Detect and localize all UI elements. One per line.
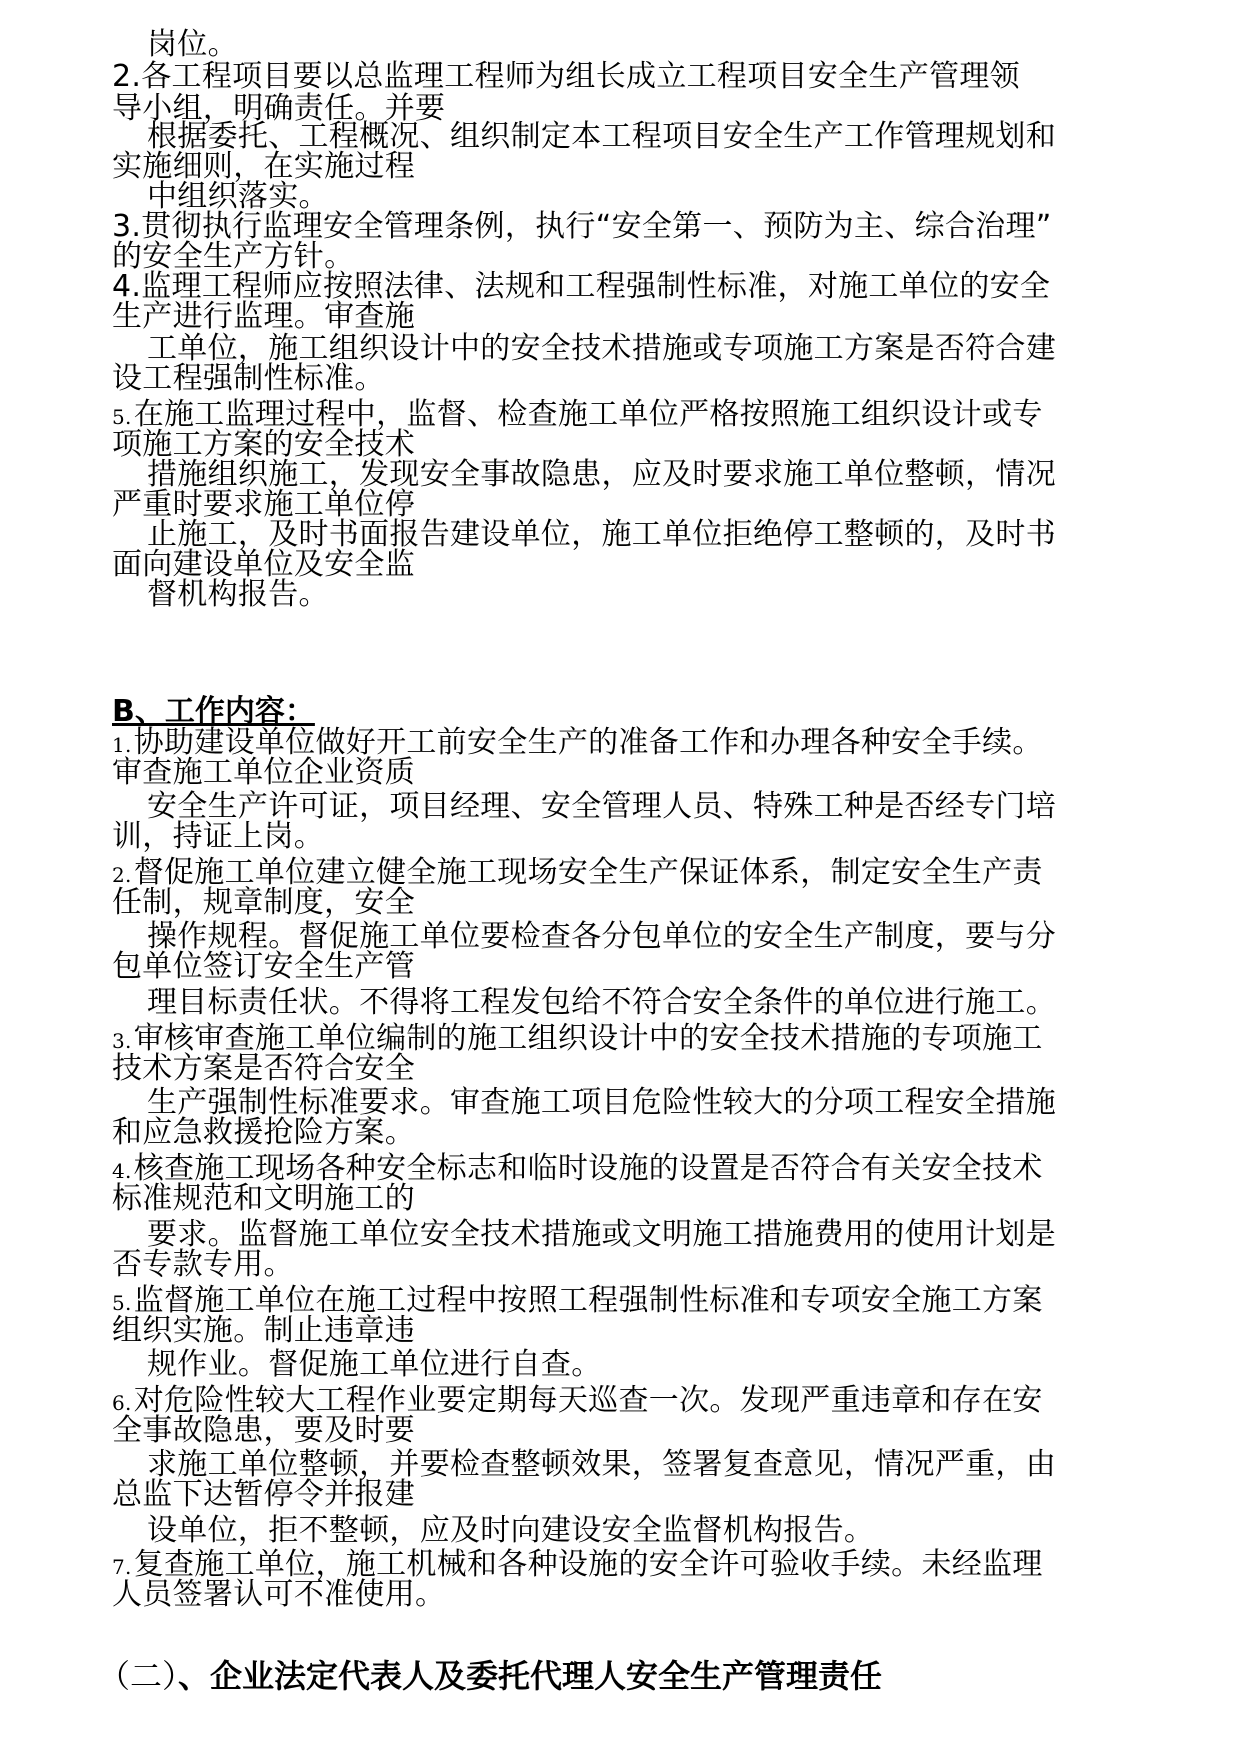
list-number: 4. (112, 1159, 132, 1183)
list-number: 5. (112, 1291, 132, 1315)
text-line: 包单位签订安全生产管 (112, 949, 415, 984)
text-line: 岗位。 (147, 27, 238, 62)
text-line: 严重时要求施工单位停 (112, 487, 415, 522)
text-line: 中组织落实。 (147, 179, 329, 214)
text-line: 理目标责任状。不得将工程发包给不符合安全条件的单位进行施工。 (147, 985, 1056, 1020)
text-line: 复查施工单位，施工机械和各种设施的安全许可验收手续。未经监理 (133, 1547, 1043, 1582)
text-line: 全事故隐患，要及时要 (112, 1413, 415, 1448)
text-line: 措施组织施工，发现安全事故隐患，应及时要求施工单位整顿，情况 (147, 457, 1056, 492)
text-line: 协助建设单位做好开工前安全生产的准备工作和办理各种安全手续。 (133, 725, 1043, 760)
list-number: 5. (112, 405, 132, 429)
list-number: 1. (112, 733, 132, 757)
text-line: 组织实施。制止违章违 (112, 1313, 415, 1348)
text-line: 项施工方案的安全技术 (112, 427, 415, 462)
text-line: 根据委托、工程概况、组织制定本工程项目安全生产工作管理规划和 (147, 119, 1056, 154)
text-line: 实施细则，在实施过程 (112, 149, 415, 184)
text-line: 审核审查施工单位编制的施工组织设计中的安全技术措施的专项施工 (133, 1021, 1043, 1056)
text-line: 3.贯彻执行监理安全管理条例，执行“安全第一、预防为主、综合治理” (112, 209, 1052, 244)
text-line: 任制，规章制度，安全 (112, 885, 415, 920)
text-line: 规作业。督促施工单位进行自查。 (147, 1347, 602, 1382)
text-line: 总监下达暂停令并报建 (112, 1477, 415, 1512)
text-line: 督促施工单位建立健全施工现场安全生产保证体系，制定安全生产责 (133, 855, 1043, 890)
list-number: 2. (112, 863, 132, 887)
text-line: 设工程强制性标准。 (112, 361, 385, 396)
text-line: 核查施工现场各种安全标志和临时设施的设置是否符合有关安全技术 (133, 1151, 1043, 1186)
list-number: 7. (112, 1555, 132, 1579)
text-line: 要求。监督施工单位安全技术措施或文明施工措施费用的使用计划是 (147, 1217, 1056, 1252)
text-line: 操作规程。督促施工单位要检查各分包单位的安全生产制度，要与分 (147, 919, 1056, 954)
section-title: 、企业法定代表人及委托代理人安全生产管理责任 (178, 1657, 883, 1695)
text-line: 技术方案是否符合安全 (112, 1051, 415, 1086)
section-heading: B、工作内容： (112, 694, 315, 729)
text-line: 人员签署认可不准使用。 (112, 1577, 446, 1612)
text-line: 导小组，明确责任。并要 (112, 91, 446, 126)
text-line: 在施工监理过程中，监督、检查施工单位严格按照施工组织设计或专 (133, 397, 1043, 432)
text-line: 审查施工单位企业资质 (112, 755, 415, 790)
text-line: 工单位，施工组织设计中的安全技术措施或专项施工方案是否符合建 (147, 331, 1056, 366)
list-number: 3. (112, 1029, 132, 1053)
text-line: 否专款专用。 (112, 1247, 294, 1282)
text-line: 生产强制性标准要求。审查施工项目危险性较大的分项工程安全措施 (147, 1085, 1056, 1120)
text-line: 标准规范和文明施工的 (112, 1181, 415, 1216)
text-line: 2.各工程项目要以总监理工程师为组长成立工程项目安全生产管理领 (112, 59, 1020, 94)
text-line: 4.监理工程师应按照法律、法规和工程强制性标准，对施工单位的安全 (112, 269, 1051, 304)
section-heading (98, 1658, 882, 1694)
text-line: 监督施工单位在施工过程中按照工程强制性标准和专项安全施工方案 (133, 1283, 1043, 1318)
text-line: 和应急救援抢险方案。 (112, 1115, 415, 1150)
text-line: 设单位，拒不整顿，应及时向建设安全监督机构报告。 (147, 1513, 875, 1548)
text-line: 的安全生产方针。 (112, 239, 355, 274)
text-line: 训，持证上岗。 (112, 819, 325, 854)
text-line: 生产进行监理。审查施 (112, 299, 415, 334)
text-line: 面向建设单位及安全监 (112, 547, 415, 582)
text-line: 止施工，及时书面报告建设单位，施工单位拒绝停工整顿的，及时书 (147, 517, 1056, 552)
list-number: 6. (112, 1391, 132, 1415)
text-line: 求施工单位整顿，并要检查整顿效果，签署复查意见，情况严重，由 (147, 1447, 1056, 1482)
text-line: 对危险性较大工程作业要定期每天巡查一次。发现严重违章和存在安 (133, 1383, 1043, 1418)
section-number: （二） (98, 1657, 179, 1695)
text-line: 安全生产许可证，项目经理、安全管理人员、特殊工种是否经专门培 (147, 789, 1056, 824)
text-line: 督机构报告。 (147, 577, 329, 612)
